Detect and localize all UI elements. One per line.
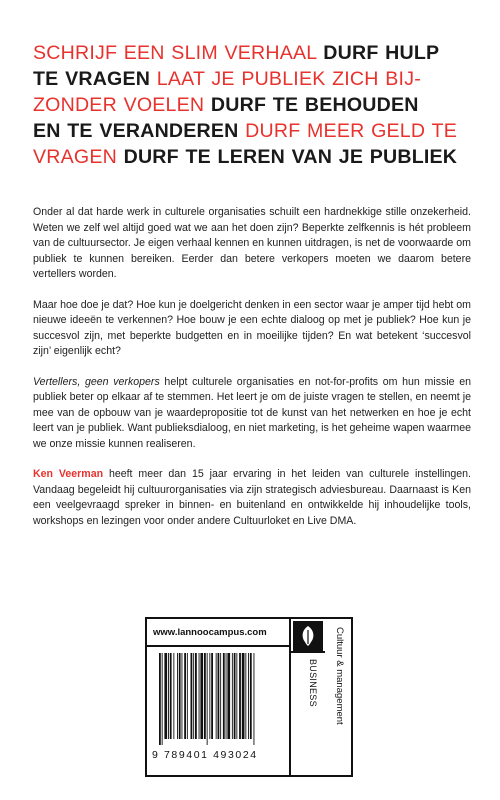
barcode-bar bbox=[195, 653, 197, 739]
barcode-bar bbox=[226, 653, 227, 739]
imprint-label: BUSINESS bbox=[308, 659, 318, 707]
barcode-bar bbox=[211, 653, 213, 739]
headline-phrase-red: LAAT JE PUBLIEK ZICH BIJ- bbox=[156, 68, 421, 90]
barcode-bar bbox=[220, 653, 221, 739]
barcode-bar bbox=[232, 653, 233, 739]
barcode-bar bbox=[193, 653, 194, 739]
blurb-paragraph-1: Onder al dat harde werk in culturele organisaties schuilt een hardnekkige stille onzekerheid. Weten we zelf wel altijd goed wat we aan het doen zijn? Beperkte zelfkennis is hét probleem van de cultuursector. Je eigen verhaal kennen en kunnen uitdragen, is net de voorwaarde om publiek te kunnen bereiken. Eerder dan betere verkopers moeten we daarom betere vertellers worden. bbox=[33, 206, 471, 280]
divider bbox=[291, 651, 325, 653]
barcode-bar bbox=[236, 653, 237, 739]
lannoo-leaf-icon bbox=[293, 621, 323, 651]
divider bbox=[289, 619, 291, 775]
headline-phrase-bold: DURF TE BEHOUDEN bbox=[210, 94, 419, 116]
book-title-italic: Vertellers, geen verkopers bbox=[33, 375, 160, 388]
barcode-bar bbox=[254, 653, 255, 745]
headline-phrase-bold: DURF HULP bbox=[323, 42, 440, 64]
barcode-bar bbox=[223, 653, 225, 739]
barcode-bar bbox=[168, 653, 169, 739]
author-name: Ken Veerman bbox=[33, 468, 104, 480]
headline-line bbox=[33, 144, 473, 170]
barcode-bar bbox=[199, 653, 200, 739]
headline-phrase-bold: TE VRAGEN bbox=[33, 68, 157, 90]
barcode-bar bbox=[200, 653, 203, 739]
blurb-paragraph-3 bbox=[33, 375, 471, 453]
barcode-bar bbox=[216, 653, 217, 739]
isbn-barcode-panel bbox=[145, 617, 353, 777]
headline-line bbox=[33, 118, 473, 144]
blurb-paragraph-3-text: helpt culturele organisaties en not-for-profits om hun missie en publiek beter op elkaar af te stemmen. Het leert je om de juiste vragen te stellen, en neemt je mee van de opbouw van je waardepropositie tot de kunst van het netwerken en hoe je echt leert van je publiek. Want publieksdialoog, en niet marketing, is het geheime wapen waarmee we onze missie kunnen realiseren. bbox=[33, 375, 471, 450]
barcode-bar bbox=[184, 653, 186, 739]
barcode-bar bbox=[164, 653, 167, 739]
headline-phrase-bold: EN TE VERANDEREN bbox=[33, 120, 246, 142]
blurb-text bbox=[33, 205, 471, 544]
headline-line bbox=[33, 92, 473, 118]
barcode-bar bbox=[234, 653, 236, 739]
blurb-paragraph-2: Maar hoe doe je dat? Hoe kun je doelgericht denken in een sector waar je amper tijd hebt om nieuwe ideeën te verkennen? Hoe bouw je een echte dialoog op met je publiek? Hoe kun je succesvol zijn, met beperkte budgetten en in moeilijke tijden? En wat betekent ‘succesvol zijn’ eigenlijk echt? bbox=[33, 298, 471, 357]
barcode-bar bbox=[173, 653, 174, 739]
barcode-bar bbox=[227, 653, 230, 739]
barcode-bar bbox=[209, 653, 210, 739]
divider bbox=[147, 645, 289, 647]
headline-phrase-bold: DURF TE LEREN VAN JE PUBLIEK bbox=[123, 146, 458, 168]
barcode bbox=[157, 653, 283, 745]
headline-line bbox=[33, 66, 473, 92]
barcode-bar bbox=[245, 653, 246, 739]
barcode-bar bbox=[177, 653, 178, 739]
barcode-bar bbox=[207, 653, 208, 745]
barcode-bar bbox=[187, 653, 188, 739]
barcode-bar bbox=[242, 653, 245, 739]
headline-line bbox=[33, 40, 473, 66]
publisher-url: www.lannoocampus.com bbox=[153, 627, 267, 638]
barcode-bar bbox=[182, 653, 183, 739]
barcode-bar bbox=[159, 653, 161, 745]
author-bio bbox=[33, 467, 471, 529]
barcode-bar bbox=[179, 653, 181, 739]
barcode-bar bbox=[170, 653, 172, 739]
headline-phrase-red: SCHRIJF EEN SLIM VERHAAL bbox=[33, 42, 324, 64]
barcode-bar bbox=[239, 653, 241, 739]
barcode-bar bbox=[248, 653, 249, 739]
barcode-bar bbox=[191, 653, 193, 739]
headline-phrase-red: ZONDER VOELEN bbox=[33, 94, 211, 116]
barcode-bar bbox=[204, 653, 206, 739]
author-bio-text: heeft meer dan 15 jaar ervaring in het leiden van culturele instellingen. Vandaag begeleidt hij cultuurorganisaties via zijn strategisch adviesbureau. Daarnaast is Ken een veelgevraagd spreker in binnen- en buitenland en ontwikkelde hij inhoudelijke tools, workshops en lezingen voor onder andere Cultuurloket en Live DMA. bbox=[33, 468, 471, 527]
headline-phrase-red: DURF MEER GELD TE bbox=[245, 120, 457, 142]
barcode-bar bbox=[250, 653, 252, 739]
barcode-bar bbox=[162, 653, 163, 745]
isbn-number: 9 789401 493024 bbox=[152, 749, 258, 761]
headline-phrase-red: VRAGEN bbox=[33, 146, 124, 168]
barcode-bar bbox=[218, 653, 220, 739]
cover-headline bbox=[33, 40, 473, 170]
category-label: Cultuur & management bbox=[334, 627, 345, 725]
